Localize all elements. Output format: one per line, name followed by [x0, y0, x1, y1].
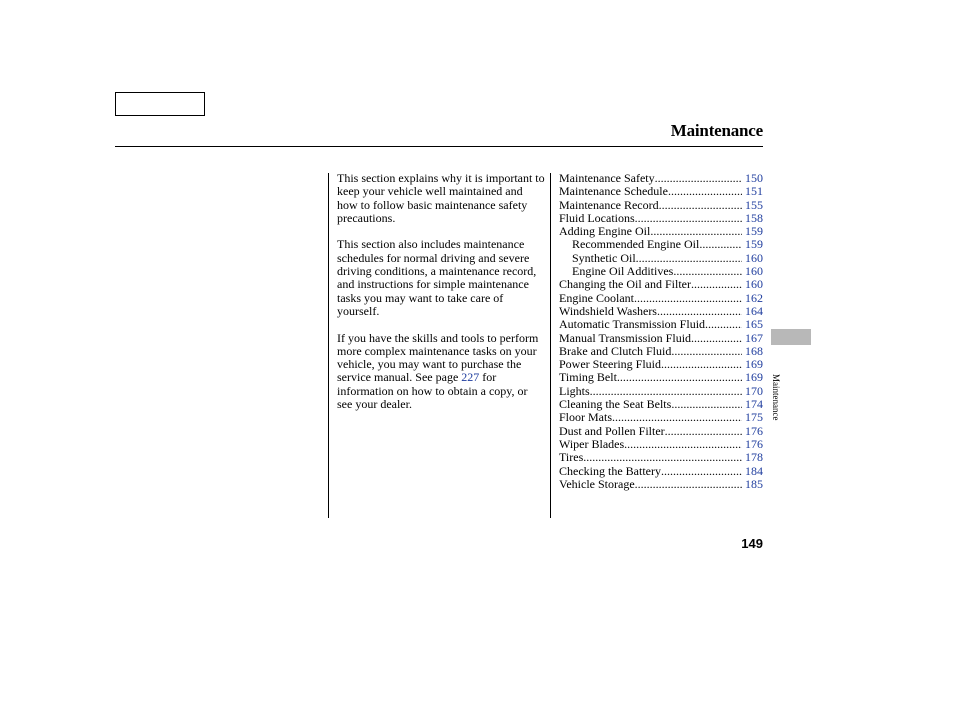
- toc-entry-label: Maintenance Record: [559, 197, 659, 212]
- dot-leader: [705, 318, 742, 331]
- toc-entry[interactable]: [559, 451, 763, 464]
- toc-page-link[interactable]: 162: [745, 290, 763, 305]
- toc-page-link[interactable]: 176: [745, 423, 763, 438]
- toc-entry-label: Changing the Oil and Filter: [559, 277, 691, 292]
- toc-page-link[interactable]: 151: [745, 184, 763, 199]
- toc-entry-label: Maintenance Schedule: [559, 184, 668, 199]
- toc-page-link[interactable]: 170: [745, 383, 763, 398]
- toc-entry[interactable]: [559, 225, 763, 238]
- toc-entry[interactable]: [559, 185, 763, 198]
- toc-entry[interactable]: [559, 305, 763, 318]
- toc-page-link[interactable]: 155: [745, 197, 763, 212]
- toc-entry[interactable]: [559, 478, 763, 491]
- toc-entry-label: Cleaning the Seat Belts: [559, 397, 672, 412]
- toc-page-link[interactable]: 159: [745, 237, 763, 252]
- dot-leader: [635, 212, 742, 225]
- intro-paragraph: This section explains why it is important to keep your vehicle well maintained and how to follow basic maintenance safety precautions.: [337, 171, 545, 225]
- dot-leader: [665, 425, 742, 438]
- toc-entry-label: Vehicle Storage: [559, 476, 635, 491]
- toc-entry[interactable]: [559, 345, 763, 358]
- toc-page-link[interactable]: 175: [745, 410, 763, 425]
- toc-entry[interactable]: [559, 292, 763, 305]
- dot-leader: [671, 345, 742, 358]
- dot-leader: [624, 438, 742, 451]
- toc-page-link[interactable]: 184: [745, 463, 763, 478]
- dot-leader: [636, 252, 742, 265]
- toc-entry-label: Wiper Blades: [559, 436, 625, 451]
- page-title: Maintenance: [670, 121, 763, 140]
- intro-paragraph: [337, 332, 545, 412]
- toc-page-link[interactable]: 169: [745, 370, 763, 385]
- dot-leader: [699, 238, 742, 251]
- toc-entry[interactable]: [559, 265, 763, 278]
- toc-entry-label: Lights: [559, 383, 590, 398]
- toc-page-link[interactable]: 160: [745, 250, 763, 265]
- dot-leader: [691, 278, 742, 291]
- section-tab-label: Maintenance: [771, 374, 781, 421]
- intro-text: [337, 172, 545, 425]
- dot-leader: [668, 185, 742, 198]
- dot-leader: [673, 265, 742, 278]
- toc-page-link[interactable]: 176: [745, 436, 763, 451]
- column-divider-left: [328, 173, 329, 518]
- dot-leader: [583, 451, 742, 464]
- dot-leader: [661, 465, 742, 478]
- toc-entry-label: Dust and Pollen Filter: [559, 423, 665, 438]
- toc-entry-label: Automatic Transmission Fluid: [559, 317, 706, 332]
- toc-page-link[interactable]: 160: [745, 264, 763, 279]
- toc-entry[interactable]: [559, 438, 763, 451]
- section-contents-list: [559, 172, 763, 491]
- toc-entry-label: Engine Coolant: [559, 290, 634, 305]
- service-manual-page-link[interactable]: 227: [461, 370, 480, 385]
- toc-entry-label: Power Steering Fluid: [559, 357, 661, 372]
- toc-page-link[interactable]: 174: [745, 397, 763, 412]
- dot-leader: [650, 225, 742, 238]
- toc-entry-label: Manual Transmission Fluid: [559, 330, 692, 345]
- dot-leader: [671, 398, 742, 411]
- header-rule: [115, 146, 763, 147]
- toc-entry[interactable]: [559, 465, 763, 478]
- toc-page-link[interactable]: 158: [745, 210, 763, 225]
- toc-entry[interactable]: [559, 371, 763, 384]
- dot-leader: [635, 478, 742, 491]
- toc-entry[interactable]: [559, 172, 763, 185]
- toc-page-link[interactable]: 178: [745, 450, 763, 465]
- toc-entry[interactable]: [559, 238, 763, 251]
- toc-entry-label: Tires: [559, 450, 584, 465]
- toc-entry[interactable]: [559, 252, 763, 265]
- toc-entry-label: Adding Engine Oil: [559, 224, 651, 239]
- toc-entry[interactable]: [559, 398, 763, 411]
- toc-page-link[interactable]: 165: [745, 317, 763, 332]
- toc-entry-label: Floor Mats: [559, 410, 613, 425]
- toc-entry-label: Engine Oil Additives: [572, 264, 674, 279]
- dot-leader: [634, 292, 742, 305]
- toc-entry[interactable]: [559, 358, 763, 371]
- toc-page-link[interactable]: 169: [745, 357, 763, 372]
- toc-entry[interactable]: [559, 278, 763, 291]
- toc-page-link[interactable]: 164: [745, 303, 763, 318]
- dot-leader: [655, 172, 742, 185]
- toc-entry-label: Recommended Engine Oil: [572, 237, 700, 252]
- toc-entry[interactable]: [559, 332, 763, 345]
- page-number: 149: [741, 536, 763, 551]
- toc-entry-label: Maintenance Safety: [559, 171, 655, 185]
- toc-entry-label: Fluid Locations: [559, 210, 635, 225]
- reference-box: [115, 92, 205, 116]
- toc-page-link[interactable]: 159: [745, 224, 763, 239]
- toc-entry[interactable]: [559, 199, 763, 212]
- toc-entry[interactable]: [559, 212, 763, 225]
- toc-entry-label: Windshield Washers: [559, 303, 657, 318]
- dot-leader: [612, 411, 742, 424]
- toc-entry[interactable]: [559, 385, 763, 398]
- toc-page-link[interactable]: 150: [745, 171, 763, 185]
- toc-entry-label: Checking the Battery: [559, 463, 661, 478]
- toc-entry[interactable]: [559, 318, 763, 331]
- toc-entry-label: Brake and Clutch Fluid: [559, 343, 672, 358]
- section-thumb-tab: [771, 329, 811, 345]
- intro-paragraph: This section also includes maintenance schedules for normal driving and severe driving conditions, a maintenance record, and instructions for simple maintenance tasks you may want to take care of yourself.: [337, 237, 537, 318]
- toc-entry[interactable]: [559, 425, 763, 438]
- dot-leader: [661, 358, 742, 371]
- column-divider-middle: [550, 173, 551, 518]
- toc-page-link[interactable]: 160: [745, 277, 763, 292]
- dot-leader: [590, 385, 742, 398]
- toc-entry-label: Synthetic Oil: [572, 250, 636, 265]
- toc-entry-label: Timing Belt: [559, 370, 617, 385]
- toc-page-link[interactable]: 185: [745, 476, 763, 491]
- intro-text-segment: for information on how to obtain a copy, or see your dealer.: [337, 370, 528, 412]
- dot-leader: [659, 199, 742, 212]
- toc-entry[interactable]: [559, 411, 763, 424]
- dot-leader: [657, 305, 742, 318]
- dot-leader: [691, 332, 742, 345]
- toc-page-link[interactable]: 167: [745, 330, 763, 345]
- intro-text-segment: If you have the skills and tools to perform more complex maintenance tasks on your vehicle, you may want to purchase the service manual. See page: [337, 330, 539, 385]
- toc-page-link[interactable]: 168: [745, 343, 763, 358]
- dot-leader: [617, 371, 742, 384]
